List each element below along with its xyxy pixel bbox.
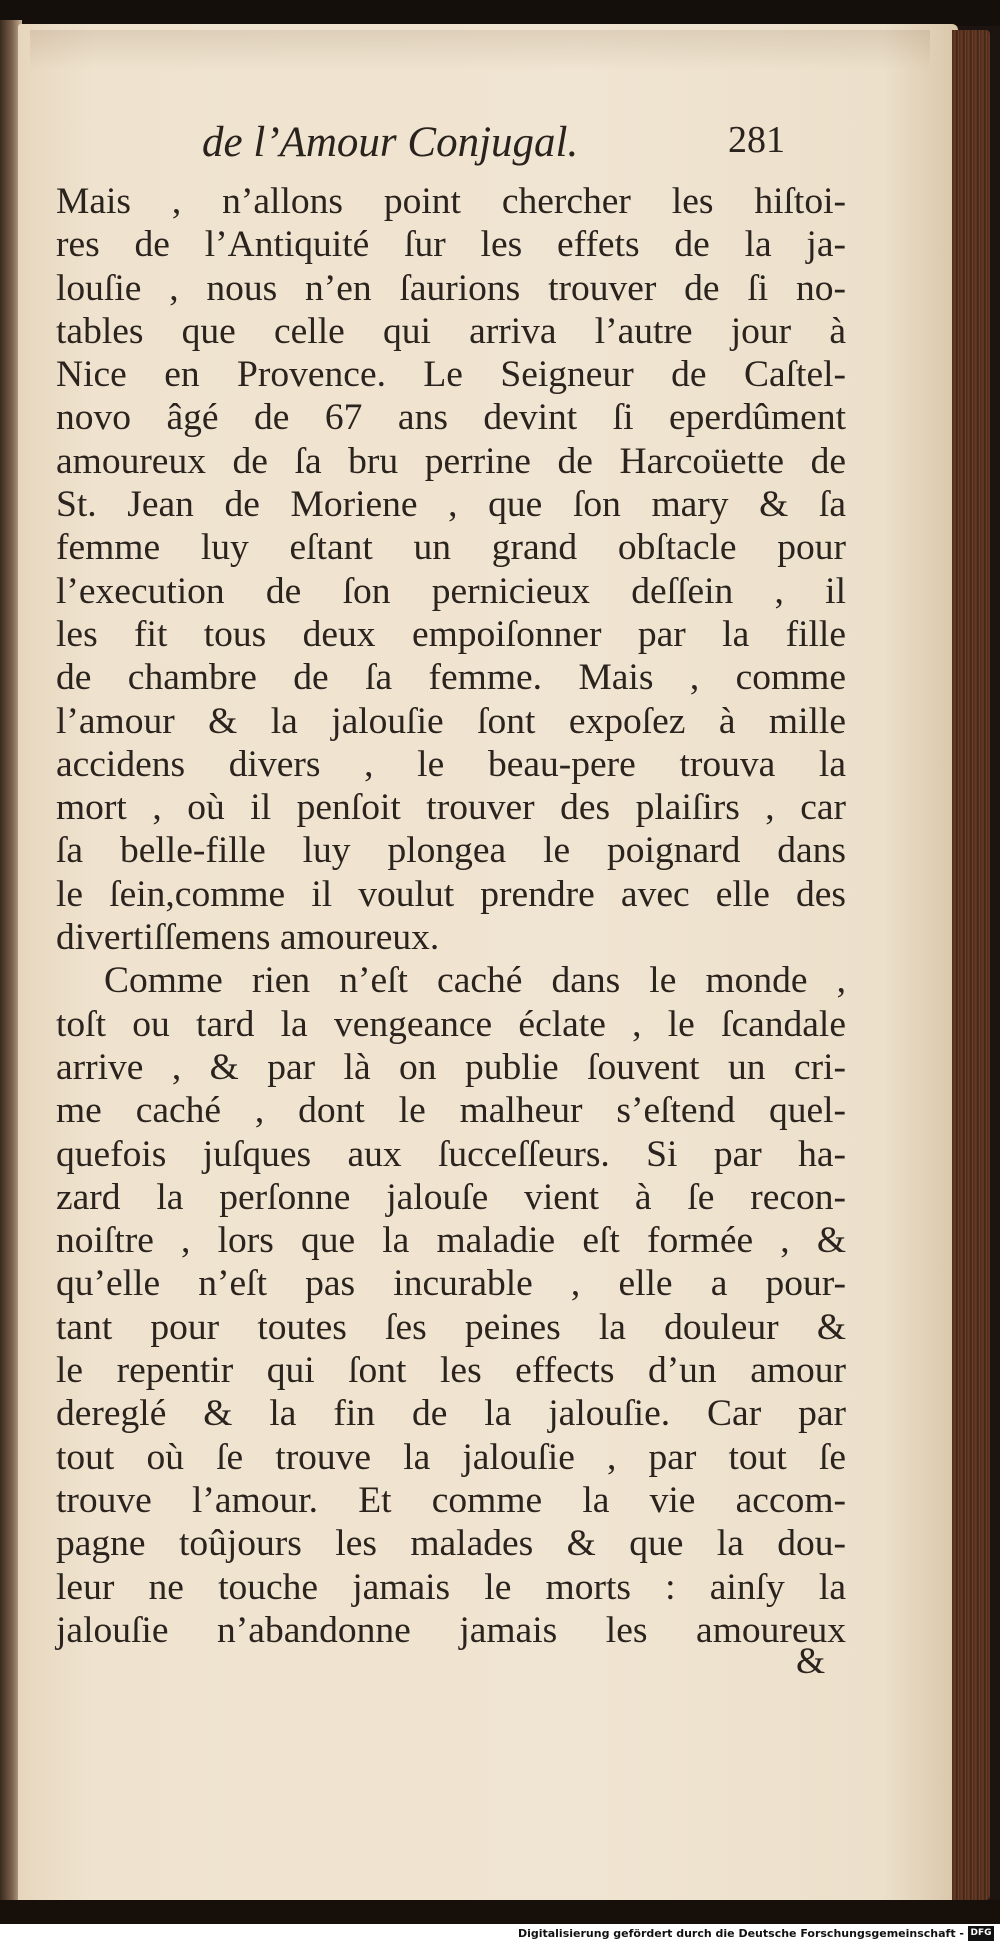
text-line: Mais , n’allons point chercher les hiſtoi- [56, 181, 846, 222]
text-line: de chambre de ſa femme. Mais , comme [56, 657, 846, 699]
text-line: l’execution de ſon pernicieux deſſein , il [56, 570, 846, 612]
text-line: les fit tous deux empoiſonner par la fille [56, 613, 846, 655]
text-line: tables que celle qui arriva l’autre jour à [56, 310, 846, 352]
text-line: Nice en Provence. Le Seigneur de Caſtel- [56, 354, 846, 396]
text-line: le repentir qui ſont les effects d’un amour [56, 1350, 846, 1392]
text-line: l’amour & la jalouſie ſont expoſez à mille [56, 700, 846, 742]
dfg-logo [968, 1926, 994, 1941]
running-head: de l’Amour Conjugal. [202, 119, 579, 166]
page-shadow [30, 30, 930, 70]
text-line: divertiſſemens amoureux. [56, 917, 440, 959]
text-line: dereglé & la fin de la jalouſie. Car par [56, 1393, 846, 1435]
text-line: qu’elle n’eſt pas incurable , elle a pour- [56, 1263, 846, 1305]
page-number: 281 [728, 119, 785, 161]
text-line: trouve l’amour. Et comme la vie accom- [56, 1479, 846, 1521]
text-line: mort , où il penſoit trouver des plaiſirs , car [56, 787, 846, 829]
text-line: femme luy eſtant un grand obſtacle pour [56, 527, 846, 569]
dfg-logo-text: DFG [970, 1928, 992, 1938]
text-line: Comme rien n’eſt caché dans le monde , [104, 960, 846, 1002]
text-line: le ſein,comme il voulut prendre avec elle des [56, 873, 846, 915]
text-line: St. Jean de Moriene , que ſon mary & ſa [56, 484, 846, 526]
text-line: arrive , & par là on publie ſouvent un cri- [56, 1046, 846, 1088]
scan-background-top [0, 0, 1000, 26]
text-line: accidens divers , le beau-pere trouva la [56, 743, 846, 785]
footer-credit: Digitalisierung gefördert durch die Deutsche Forschungsgemeinschaft - [517, 1927, 964, 1940]
text-line: amoureux de ſa bru perrine de Harcoüette de [56, 440, 846, 482]
text-line: pagne toûjours les malades & que la dou- [56, 1523, 846, 1565]
page-fore-edge [952, 30, 990, 1900]
text-line: me caché , dont le malheur s’eſtend quel- [56, 1090, 846, 1132]
text-line: jalouſie n’abandonne jamais les amoureux [56, 1609, 846, 1651]
page-header [202, 118, 842, 176]
text-line: ſa belle-fille luy plongea le poignard dans [56, 830, 846, 872]
scan-background-bottom [0, 1900, 1000, 1924]
text-line: leur ne touche jamais le morts : ainſy la [56, 1566, 846, 1608]
text-line: novo âgé de 67 ans devint ſi eperdûment [56, 397, 846, 439]
body-text [56, 180, 846, 1652]
text-line: tant pour toutes ſes peines la douleur & [56, 1306, 846, 1348]
text-line: louſie , nous n’en ſaurions trouver de ſi no- [56, 267, 846, 309]
catchword: & [796, 1641, 826, 1682]
text-line: tout où ſe trouve la jalouſie , par tout ſe [56, 1436, 846, 1478]
text-line: toſt ou tard la vengeance éclate , le ſcandale [56, 1003, 846, 1045]
text-line: quefois juſques aux ſucceſſeurs. Si par ha- [56, 1133, 846, 1175]
text-line: zard la perſonne jalouſe vient à ſe recon- [56, 1176, 846, 1218]
text-line: noiſtre , lors que la maladie eſt formée , & [56, 1220, 846, 1262]
text-line: res de l’Antiquité ſur les effets de la ja- [56, 224, 846, 266]
